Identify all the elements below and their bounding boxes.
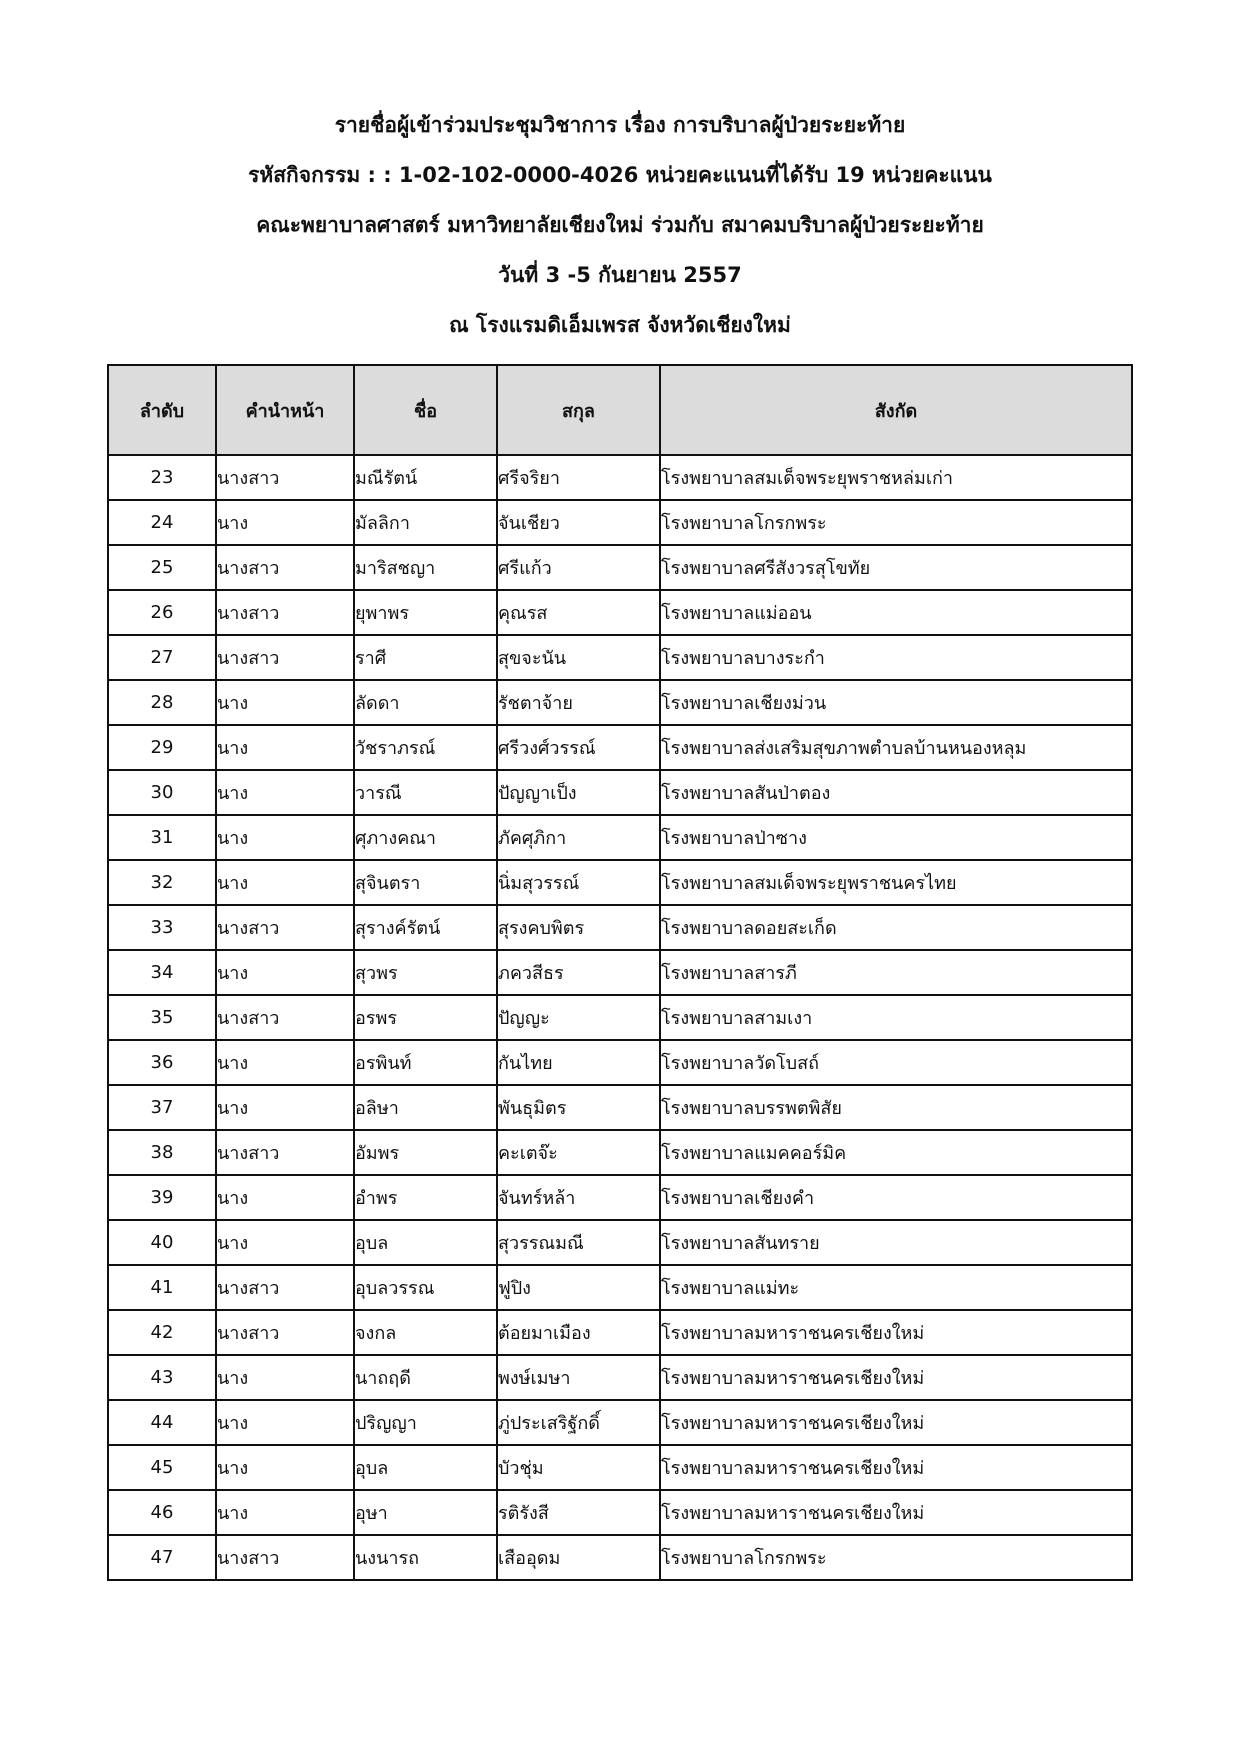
cell-affiliation: โรงพยาบาลแม่ออน	[660, 590, 1132, 635]
participant-table	[107, 364, 1133, 1581]
cell-no: 34	[108, 950, 216, 995]
cell-affiliation: โรงพยาบาลโกรกพระ	[660, 500, 1132, 545]
cell-last-name: บัวชุ่ม	[497, 1445, 660, 1490]
cell-last-name: พงษ์เมษา	[497, 1355, 660, 1400]
cell-first-name: อำพร	[354, 1175, 497, 1220]
cell-title: นางสาว	[216, 1310, 354, 1355]
cell-title: นาง	[216, 1490, 354, 1535]
cell-affiliation: โรงพยาบาลมหาราชนครเชียงใหม่	[660, 1490, 1132, 1535]
cell-first-name: อุบล	[354, 1445, 497, 1490]
cell-last-name: พันธุมิตร	[497, 1085, 660, 1130]
cell-affiliation: โรงพยาบาลแม่ทะ	[660, 1265, 1132, 1310]
document-header	[0, 112, 1240, 362]
cell-first-name: มาริสชญา	[354, 545, 497, 590]
table-row	[108, 500, 1132, 545]
cell-title: นาง	[216, 1220, 354, 1265]
cell-affiliation: โรงพยาบาลสมเด็จพระยุพราชนครไทย	[660, 860, 1132, 905]
column-header-title: คำนำหน้า	[216, 365, 354, 455]
table-row	[108, 995, 1132, 1040]
cell-no: 26	[108, 590, 216, 635]
document-title: รายชื่อผู้เข้าร่วมประชุมวิชาการ เรื่อง การบริบาลผู้ป่วยระยะท้าย	[334, 113, 906, 137]
cell-no: 47	[108, 1535, 216, 1580]
cell-title: นาง	[216, 1175, 354, 1220]
cell-no: 43	[108, 1355, 216, 1400]
cell-no: 28	[108, 680, 216, 725]
cell-last-name: กันไทย	[497, 1040, 660, 1085]
cell-first-name: มัลลิกา	[354, 500, 497, 545]
table-body	[108, 455, 1132, 1580]
cell-title: นางสาว	[216, 455, 354, 500]
cell-first-name: ลัดดา	[354, 680, 497, 725]
cell-last-name: คุณรส	[497, 590, 660, 635]
cell-affiliation: โรงพยาบาลมหาราชนครเชียงใหม่	[660, 1310, 1132, 1355]
cell-first-name: ศุภางคณา	[354, 815, 497, 860]
cell-title: นางสาว	[216, 545, 354, 590]
cell-no: 30	[108, 770, 216, 815]
cell-title: นาง	[216, 725, 354, 770]
cell-last-name: ภควสีธร	[497, 950, 660, 995]
cell-title: นาง	[216, 1085, 354, 1130]
cell-title: นาง	[216, 1400, 354, 1445]
cell-last-name: ศรีแก้ว	[497, 545, 660, 590]
cell-first-name: วัชราภรณ์	[354, 725, 497, 770]
cell-no: 38	[108, 1130, 216, 1175]
cell-first-name: ราศี	[354, 635, 497, 680]
activity-code-line: รหัสกิจกรรม : : 1-02-102-0000-4026 หน่วยคะแนนที่ได้รับ 19 หน่วยคะแนน	[248, 163, 992, 187]
table-row	[108, 815, 1132, 860]
column-header-no: ลำดับ	[108, 365, 216, 455]
cell-last-name: จันเชียว	[497, 500, 660, 545]
cell-first-name: อุบลวรรณ	[354, 1265, 497, 1310]
cell-last-name: เสืออุดม	[497, 1535, 660, 1580]
cell-first-name: ยุพาพร	[354, 590, 497, 635]
cell-affiliation: โรงพยาบาลโกรกพระ	[660, 1535, 1132, 1580]
cell-title: นางสาว	[216, 1535, 354, 1580]
cell-no: 25	[108, 545, 216, 590]
table-header-row	[108, 365, 1132, 455]
table-row	[108, 1040, 1132, 1085]
table-row	[108, 1445, 1132, 1490]
table-row	[108, 1400, 1132, 1445]
cell-affiliation: โรงพยาบาลศรีสังวรสุโขทัย	[660, 545, 1132, 590]
cell-last-name: ศรีจริยา	[497, 455, 660, 500]
cell-last-name: ปัญญาเป็ง	[497, 770, 660, 815]
column-header-affiliation: สังกัด	[660, 365, 1132, 455]
table-row	[108, 950, 1132, 995]
cell-last-name: รติรังสี	[497, 1490, 660, 1535]
cell-first-name: วารณี	[354, 770, 497, 815]
table-row	[108, 1130, 1132, 1175]
cell-affiliation: โรงพยาบาลสารภี	[660, 950, 1132, 995]
cell-last-name: สุวรรณมณี	[497, 1220, 660, 1265]
table-row	[108, 1220, 1132, 1265]
table-row	[108, 725, 1132, 770]
table-row	[108, 545, 1132, 590]
cell-last-name: สุขจะนัน	[497, 635, 660, 680]
table-row	[108, 1175, 1132, 1220]
cell-affiliation: โรงพยาบาลเชียงม่วน	[660, 680, 1132, 725]
cell-title: นาง	[216, 680, 354, 725]
cell-first-name: อรพร	[354, 995, 497, 1040]
cell-affiliation: โรงพยาบาลสมเด็จพระยุพราชหล่มเก่า	[660, 455, 1132, 500]
cell-first-name: อุษา	[354, 1490, 497, 1535]
cell-last-name: นิ่มสุวรรณ์	[497, 860, 660, 905]
venue-line: ณ โรงแรมดิเอ็มเพรส จังหวัดเชียงใหม่	[449, 313, 791, 337]
cell-no: 27	[108, 635, 216, 680]
cell-affiliation: โรงพยาบาลมหาราชนครเชียงใหม่	[660, 1355, 1132, 1400]
cell-no: 39	[108, 1175, 216, 1220]
cell-no: 40	[108, 1220, 216, 1265]
cell-affiliation: โรงพยาบาลแมคคอร์มิค	[660, 1130, 1132, 1175]
cell-last-name: ต้อยมาเมือง	[497, 1310, 660, 1355]
cell-title: นาง	[216, 770, 354, 815]
cell-last-name: จันทร์หล้า	[497, 1175, 660, 1220]
cell-no: 44	[108, 1400, 216, 1445]
cell-no: 31	[108, 815, 216, 860]
cell-title: นางสาว	[216, 590, 354, 635]
cell-first-name: สุจินตรา	[354, 860, 497, 905]
cell-first-name: สุรางค์รัตน์	[354, 905, 497, 950]
cell-no: 36	[108, 1040, 216, 1085]
cell-title: นางสาว	[216, 1265, 354, 1310]
cell-first-name: อลิษา	[354, 1085, 497, 1130]
cell-last-name: ฟูปิง	[497, 1265, 660, 1310]
cell-no: 32	[108, 860, 216, 905]
cell-title: นาง	[216, 1355, 354, 1400]
cell-title: นาง	[216, 860, 354, 905]
table-row	[108, 770, 1132, 815]
cell-affiliation: โรงพยาบาลสันทราย	[660, 1220, 1132, 1265]
cell-affiliation: โรงพยาบาลสันป่าตอง	[660, 770, 1132, 815]
cell-affiliation: โรงพยาบาลบางระกำ	[660, 635, 1132, 680]
column-header-last-name: สกุล	[497, 365, 660, 455]
cell-affiliation: โรงพยาบาลสามเงา	[660, 995, 1132, 1040]
cell-first-name: นงนารถ	[354, 1535, 497, 1580]
cell-title: นางสาว	[216, 635, 354, 680]
cell-no: 35	[108, 995, 216, 1040]
cell-affiliation: โรงพยาบาลเชียงคำ	[660, 1175, 1132, 1220]
cell-last-name: ภู่ประเสริฐักดิ์	[497, 1400, 660, 1445]
column-header-first-name: ชื่อ	[354, 365, 497, 455]
date-line: วันที่ 3 -5 กันยายน 2557	[498, 263, 742, 287]
cell-affiliation: โรงพยาบาลบรรพตพิสัย	[660, 1085, 1132, 1130]
cell-title: นางสาว	[216, 1130, 354, 1175]
table-row	[108, 680, 1132, 725]
cell-first-name: อรพินท์	[354, 1040, 497, 1085]
cell-last-name: สุรงคบพิตร	[497, 905, 660, 950]
cell-first-name: นาถฤดี	[354, 1355, 497, 1400]
cell-no: 45	[108, 1445, 216, 1490]
cell-no: 33	[108, 905, 216, 950]
cell-no: 24	[108, 500, 216, 545]
table-row	[108, 635, 1132, 680]
cell-last-name: ศรีวงศ์วรรณ์	[497, 725, 660, 770]
table-row	[108, 1310, 1132, 1355]
cell-last-name: รัชตาจ้าย	[497, 680, 660, 725]
cell-no: 23	[108, 455, 216, 500]
cell-title: นาง	[216, 500, 354, 545]
table-row	[108, 590, 1132, 635]
cell-last-name: คะเตจ๊ะ	[497, 1130, 660, 1175]
cell-affiliation: โรงพยาบาลมหาราชนครเชียงใหม่	[660, 1400, 1132, 1445]
cell-no: 46	[108, 1490, 216, 1535]
cell-first-name: ปริญญา	[354, 1400, 497, 1445]
cell-no: 42	[108, 1310, 216, 1355]
cell-first-name: สุวพร	[354, 950, 497, 995]
cell-title: นางสาว	[216, 995, 354, 1040]
table-row	[108, 905, 1132, 950]
cell-title: นาง	[216, 1445, 354, 1490]
table-row	[108, 455, 1132, 500]
cell-last-name: ภัคศุภิกา	[497, 815, 660, 860]
cell-first-name: อัมพร	[354, 1130, 497, 1175]
table-row	[108, 1535, 1132, 1580]
cell-first-name: มณีรัตน์	[354, 455, 497, 500]
cell-affiliation: โรงพยาบาลวัดโบสถ์	[660, 1040, 1132, 1085]
cell-affiliation: โรงพยาบาลป่าซาง	[660, 815, 1132, 860]
cell-title: นาง	[216, 1040, 354, 1085]
cell-title: นาง	[216, 950, 354, 995]
table-row	[108, 1085, 1132, 1130]
cell-no: 29	[108, 725, 216, 770]
table-row	[108, 1490, 1132, 1535]
cell-no: 41	[108, 1265, 216, 1310]
cell-first-name: จงกล	[354, 1310, 497, 1355]
cell-affiliation: โรงพยาบาลส่งเสริมสุขภาพตำบลบ้านหนองหลุม	[660, 725, 1132, 770]
cell-affiliation: โรงพยาบาลดอยสะเก็ด	[660, 905, 1132, 950]
organizer-line: คณะพยาบาลศาสตร์ มหาวิทยาลัยเชียงใหม่ ร่วมกับ สมาคมบริบาลผู้ป่วยระยะท้าย	[256, 213, 984, 237]
cell-no: 37	[108, 1085, 216, 1130]
cell-first-name: อุบล	[354, 1220, 497, 1265]
table-row	[108, 1265, 1132, 1310]
cell-title: นางสาว	[216, 905, 354, 950]
cell-affiliation: โรงพยาบาลมหาราชนครเชียงใหม่	[660, 1445, 1132, 1490]
table-row	[108, 860, 1132, 905]
cell-last-name: ปัญญะ	[497, 995, 660, 1040]
table-row	[108, 1355, 1132, 1400]
cell-title: นาง	[216, 815, 354, 860]
